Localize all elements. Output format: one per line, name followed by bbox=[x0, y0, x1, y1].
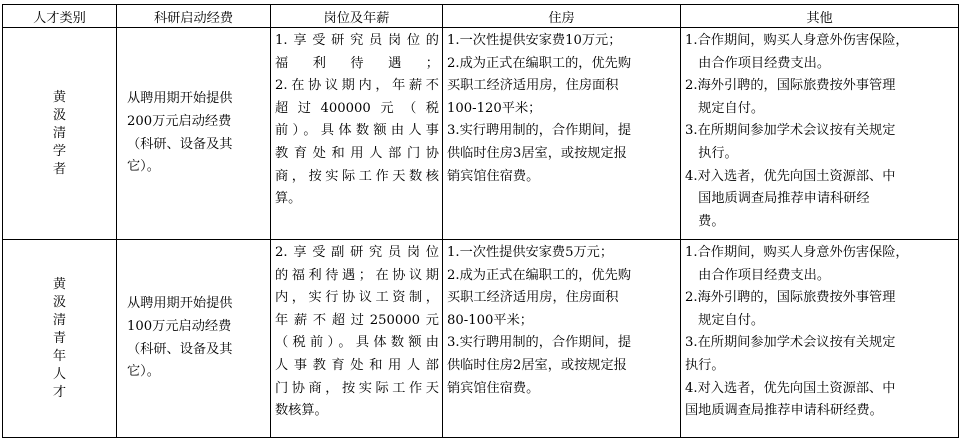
cell-text-line: 由合作项目经费支出。 bbox=[685, 267, 831, 283]
cell-text-line: （科研、设备及其 bbox=[127, 341, 233, 357]
cell-text-line: 费。 bbox=[685, 213, 725, 229]
cell-text-line: 商，按实际工作天数核 bbox=[275, 168, 439, 184]
cell-text-line: 的福利待遇；在协议期 bbox=[275, 267, 439, 283]
cell-text-line: （科研、设备及其 bbox=[127, 136, 233, 152]
cell-text-line: 销宾馆住宿费。 bbox=[447, 168, 540, 184]
table-row bbox=[3, 28, 959, 240]
cell-text-line: 1.合作期间，购买人身意外伤害保险， bbox=[685, 245, 909, 260]
cell-text-line: 100-120平米； bbox=[447, 100, 542, 116]
cell-text-line: 3.实行聘用制的，合作期间，提 bbox=[447, 123, 632, 139]
cell-text-line: 人事教育处和用人部 bbox=[275, 357, 439, 373]
cell-text-line: 门协商，按实际工作天 bbox=[275, 380, 439, 396]
cell-text-line: 1.享受研究员岗位的 bbox=[275, 33, 439, 48]
cell-text-line: 100万元启动经费 bbox=[127, 318, 232, 334]
cell-text-line: 规定自付。 bbox=[685, 100, 765, 116]
cell-text-line: 超过400000元（税 bbox=[275, 100, 439, 116]
cell-text-line: 它）。 bbox=[127, 364, 160, 380]
cell-text-line: 前）。具体数额由人事 bbox=[275, 123, 439, 139]
cell-text-line: 3.实行聘用制的，合作期间，提 bbox=[447, 335, 632, 351]
header-category: 人才类别 bbox=[3, 5, 117, 28]
cell-text-line: 2.成为正式在编职工的，优先购 bbox=[447, 267, 632, 283]
cell-text-line: 买职工经济适用房，住房面积 bbox=[447, 290, 619, 306]
cell-text-line: 国地质调查局推荐申请科研经 bbox=[685, 191, 870, 207]
other-cell bbox=[681, 28, 959, 240]
startup-funds-cell bbox=[117, 28, 271, 240]
cell-text-line: 执行。 bbox=[685, 357, 725, 373]
table-row bbox=[3, 240, 959, 438]
cell-text-line: 从聘用期开始提供 bbox=[127, 296, 233, 312]
cell-text-line: （税前）。具体数额由 bbox=[275, 335, 439, 351]
cell-text-line: 1.一次性提供安家费5万元； bbox=[447, 245, 614, 260]
cell-text-line: 国地质调查局推荐申请科研经费。 bbox=[685, 403, 883, 419]
category-cell bbox=[3, 28, 117, 240]
cell-text-line: 年薪不超过250000元 bbox=[275, 312, 439, 328]
position-salary-cell bbox=[271, 240, 443, 438]
cell-text-line: 3.在所期间参加学术会议按有关规定 bbox=[685, 335, 896, 351]
category-label: 黄汲清学者 bbox=[52, 89, 67, 177]
startup-funds-cell bbox=[117, 240, 271, 438]
cell-text-line: 80-100平米； bbox=[447, 312, 533, 328]
cell-text-line: 供临时住房3居室，或按规定报 bbox=[447, 145, 627, 161]
cell-text-line: 教育处和用人部门协 bbox=[275, 145, 439, 161]
header-startup-funds: 科研启动经费 bbox=[117, 5, 271, 28]
cell-text-line: 内，实行协议工资制， bbox=[275, 290, 439, 306]
cell-text-line: 福利待遇； bbox=[275, 55, 439, 71]
housing-cell bbox=[443, 28, 681, 240]
cell-text-line: 由合作项目经费支出。 bbox=[685, 55, 831, 71]
category-label: 黄汲清青年人才 bbox=[52, 276, 67, 400]
cell-text-line: 供临时住房2居室，或按规定报 bbox=[447, 357, 627, 373]
cell-text-line: 2.成为正式在编职工的，优先购 bbox=[447, 55, 632, 71]
cell-text-line: 4.对入选者，优先向国土资源部、中 bbox=[685, 380, 896, 396]
cell-text-line: 4.对入选者，优先向国土资源部、中 bbox=[685, 168, 896, 184]
cell-text-line: 买职工经济适用房，住房面积 bbox=[447, 78, 619, 94]
cell-text-line: 2.在协议期内，年薪不 bbox=[275, 78, 439, 94]
cell-text-line: 规定自付。 bbox=[685, 312, 765, 328]
cell-text-line: 3.在所期间参加学术会议按有关规定 bbox=[685, 123, 896, 139]
header-housing: 住房 bbox=[443, 5, 681, 28]
cell-text-line: 数核算。 bbox=[275, 403, 328, 419]
cell-text-line: 1.一次性提供安家费10万元； bbox=[447, 33, 622, 48]
cell-text-line: 从聘用期开始提供 bbox=[127, 91, 233, 107]
cell-text-line: 它）。 bbox=[127, 159, 160, 175]
header-other: 其他 bbox=[681, 5, 959, 28]
cell-text-line: 销宾馆住宿费。 bbox=[447, 380, 540, 396]
header-position-salary: 岗位及年薪 bbox=[271, 5, 443, 28]
table-header-row bbox=[3, 5, 959, 28]
talent-benefits-table bbox=[2, 4, 959, 438]
cell-text-line: 2.海外引聘的，国际旅费按外事管理 bbox=[685, 290, 896, 306]
cell-text-line: 1.合作期间，购买人身意外伤害保险， bbox=[685, 33, 909, 48]
category-cell bbox=[3, 240, 117, 438]
housing-cell bbox=[443, 240, 681, 438]
other-cell bbox=[681, 240, 959, 438]
position-salary-cell bbox=[271, 28, 443, 240]
cell-text-line: 2.海外引聘的，国际旅费按外事管理 bbox=[685, 78, 896, 94]
cell-text-line: 2.享受副研究员岗位 bbox=[275, 245, 439, 260]
cell-text-line: 执行。 bbox=[685, 145, 738, 161]
cell-text-line: 算。 bbox=[275, 191, 302, 207]
cell-text-line: 200万元启动经费 bbox=[127, 113, 232, 129]
